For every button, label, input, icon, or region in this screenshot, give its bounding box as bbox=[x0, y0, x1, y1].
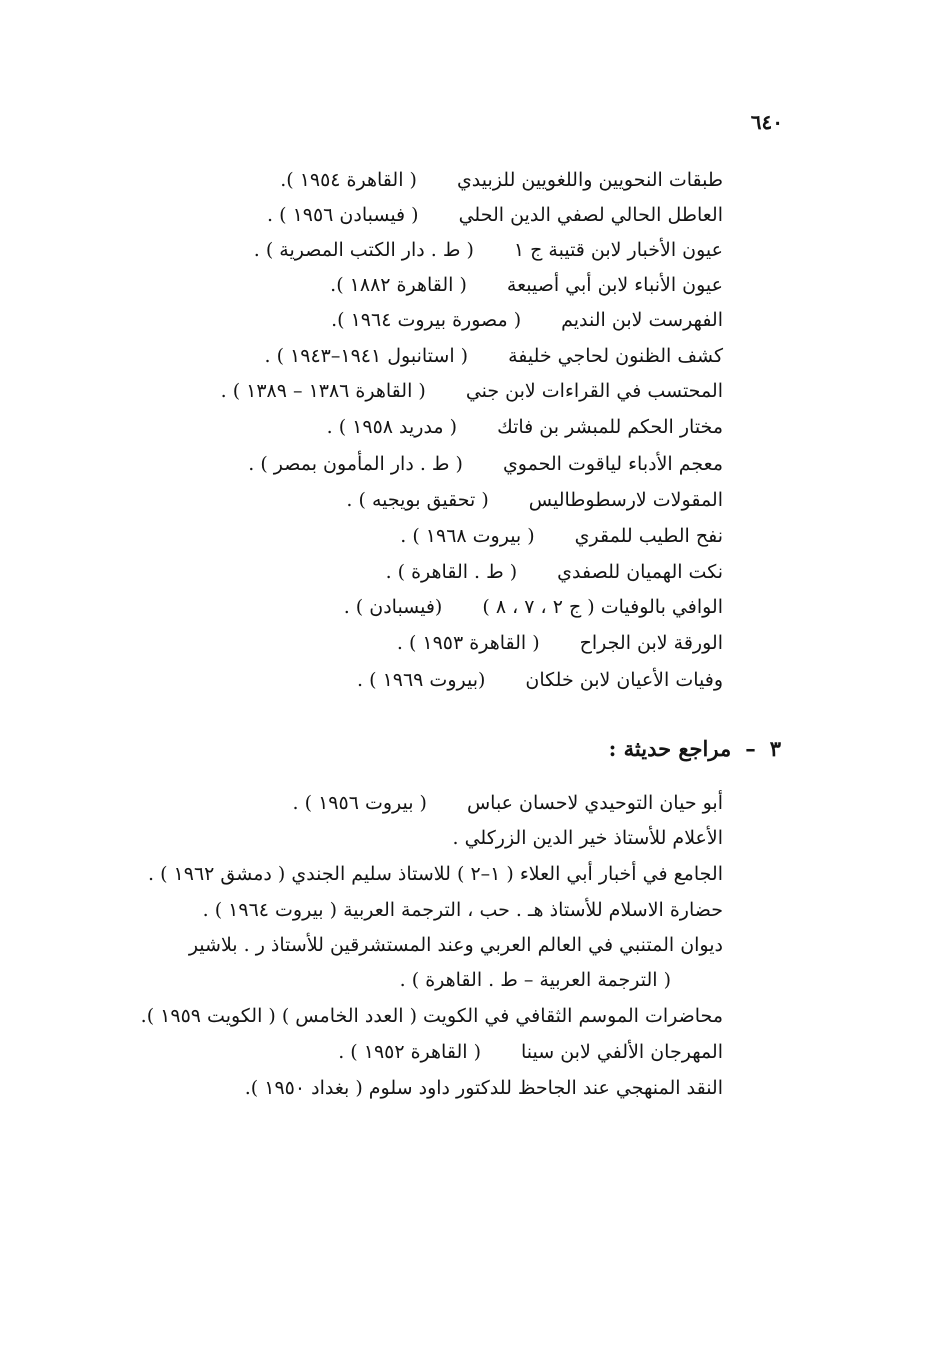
reference-entry bbox=[267, 200, 723, 230]
reference-title: كشف الظنون لحاجي خليفة bbox=[508, 345, 723, 367]
reference-title: الوافي بالوفيات ( ج ٢ ، ٧ ، ٨ ) bbox=[482, 596, 723, 618]
reference-entry-continuation bbox=[400, 965, 671, 995]
section-title: مراجع حديثة : bbox=[608, 736, 732, 761]
reference-publication: ( القاهرة ١٩٥٤ ). bbox=[280, 169, 417, 191]
reference-publication: ( بيروت ١٩٦٨ ) . bbox=[400, 525, 535, 547]
reference-title: النقد المنهجي عند الجاحظ للدكتور داود سلوم ( بغداد ١٩٥٠ ). bbox=[244, 1077, 723, 1099]
reference-publication: ( تحقيق بويجيه ) . bbox=[346, 489, 489, 511]
reference-publication: ( القاهرة ١٨٨٢ ). bbox=[330, 274, 467, 296]
reference-title: الفهرست لابن النديم bbox=[561, 309, 723, 331]
page-number: ٦٤٠ bbox=[750, 110, 783, 134]
reference-publication: ( القاهرة ١٣٨٦ – ١٣٨٩ ) . bbox=[220, 380, 426, 402]
reference-title: وفيات الأعيان لابن خلكان bbox=[525, 669, 723, 691]
reference-entry bbox=[148, 859, 723, 889]
reference-publication: ( بيروت ١٩٥٦ ) . bbox=[292, 792, 427, 814]
reference-title: طبقات النحويين واللغويين للزبيدي bbox=[456, 169, 723, 191]
reference-entry bbox=[397, 628, 723, 658]
reference-entry bbox=[141, 1001, 723, 1031]
reference-title: ( الترجمة العربية – ط . القاهرة ) . bbox=[399, 969, 671, 991]
section-number: ٣ bbox=[769, 736, 781, 761]
reference-title: المحتسب في القراءات لابن جني bbox=[465, 380, 723, 402]
reference-entry bbox=[400, 521, 723, 551]
reference-entry bbox=[331, 305, 723, 335]
reference-entry bbox=[330, 270, 723, 300]
reference-title: المقولات لارسطوطاليس bbox=[528, 489, 723, 511]
reference-entry bbox=[248, 449, 723, 479]
reference-title: الأعلام للأستاذ خير الدين الزركلي . bbox=[452, 827, 723, 849]
reference-entry bbox=[293, 788, 723, 818]
section-dash: – bbox=[745, 736, 756, 761]
reference-entry bbox=[245, 1073, 723, 1103]
reference-title: نكت الهميان للصفدي bbox=[557, 561, 723, 583]
reference-title: عيون الأخبار لابن قتيبة ج ١ bbox=[513, 239, 723, 261]
reference-publication: ( ط . دار الكتب المصرية ) . bbox=[253, 239, 474, 261]
reference-title: المهرجان الألفي لابن سينا bbox=[520, 1041, 723, 1063]
reference-publication: ( مدريد ١٩٥٨ ) . bbox=[326, 416, 458, 438]
reference-title: الجامع في أخبار أبي العلاء ( ١–٢ ) للاستاذ سليم الجندي ( دمشق ١٩٦٢ ) . bbox=[148, 863, 723, 885]
reference-entry bbox=[327, 412, 723, 442]
reference-publication: ( فيسبادن ١٩٥٦ ) . bbox=[267, 204, 419, 226]
reference-publication: ( مصورة بيروت ١٩٦٤ ). bbox=[331, 309, 522, 331]
reference-title: معجم الأدباء لياقوت الحموي bbox=[502, 453, 723, 475]
reference-title: محاضرات الموسم الثقافي في الكويت ( العدد الخامس ) ( الكويت ١٩٥٩ ). bbox=[140, 1005, 723, 1027]
reference-title: الورقة لابن الجراح bbox=[579, 632, 723, 654]
reference-publication: ( القاهرة ١٩٥٣ ) . bbox=[396, 632, 540, 654]
reference-title: نفح الطيب للمقري bbox=[574, 525, 723, 547]
reference-publication: (فيسبادن ) . bbox=[343, 596, 443, 618]
reference-entry bbox=[346, 485, 723, 515]
reference-entry bbox=[265, 341, 723, 371]
reference-publication: ( القاهرة ١٩٥٢ ) . bbox=[338, 1041, 481, 1063]
reference-title: ديوان المتنبي في العالم العربي وعند المستشرقين للأستاذ ر . بلاشير bbox=[188, 934, 723, 956]
reference-entry bbox=[338, 1037, 723, 1067]
section-heading bbox=[609, 733, 781, 765]
reference-publication: ( ط . القاهرة ) . bbox=[385, 561, 518, 583]
reference-title: مختار الحكم للمبشر بن فاتك bbox=[497, 416, 723, 438]
reference-title: عيون الأنباء لابن أبي أصيبعة bbox=[506, 274, 723, 296]
reference-entry bbox=[189, 930, 723, 960]
reference-title: العاطل الحالي لصفي الدين الحلي bbox=[458, 204, 723, 226]
reference-publication: (بيروت ١٩٦٩ ) . bbox=[357, 669, 486, 691]
reference-entry bbox=[254, 235, 723, 265]
reference-entry bbox=[386, 557, 723, 587]
reference-publication: ( استانبول ١٩٤١–١٩٤٣ ) . bbox=[264, 345, 469, 367]
reference-entry bbox=[344, 592, 723, 622]
reference-entry bbox=[280, 165, 723, 195]
reference-entry bbox=[453, 823, 723, 853]
reference-title: أبو حيان التوحيدي لاحسان عباس bbox=[466, 792, 723, 814]
reference-entry bbox=[203, 895, 723, 925]
reference-entry bbox=[357, 665, 723, 695]
reference-title: حضارة الاسلام للأستاذ هـ . حب ، الترجمة العربية ( بيروت ١٩٦٤ ) . bbox=[202, 899, 723, 921]
reference-entry bbox=[221, 376, 723, 406]
reference-publication: ( ط . دار المأمون بمصر ) . bbox=[248, 453, 463, 475]
